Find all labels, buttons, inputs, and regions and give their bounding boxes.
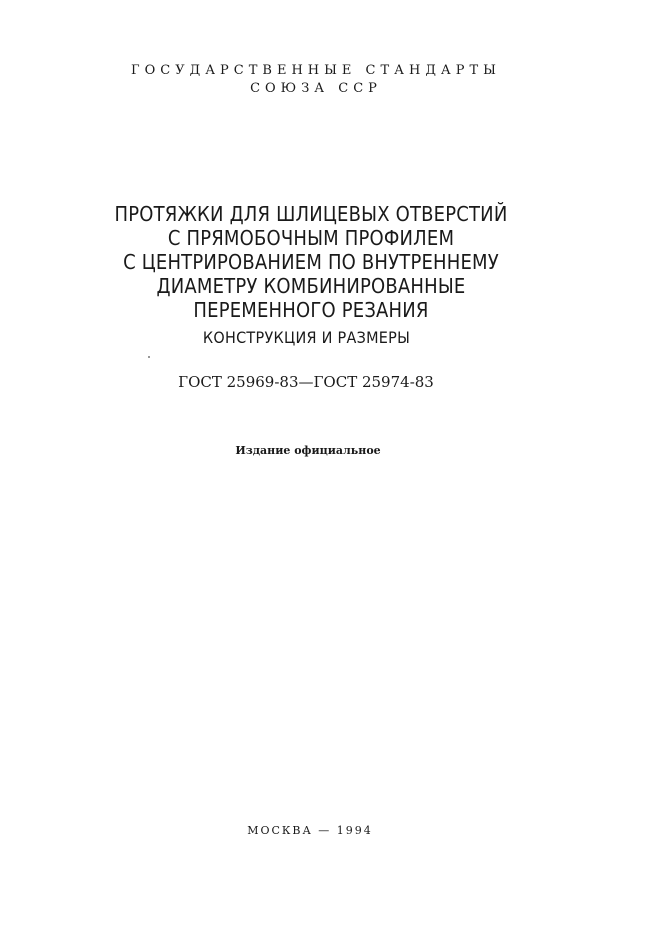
- standard-numbers: ГОСТ 25969-83—ГОСТ 25974-83: [178, 373, 434, 391]
- title-line-5: ПЕРЕМЕННОГО РЕЗАНИЯ: [193, 298, 429, 322]
- header-line-1: ГОСУДАРСТВЕННЫЕ СТАНДАРТЫ: [131, 63, 501, 78]
- publisher-header: [0, 62, 632, 98]
- edition-note: Издание официальное: [235, 444, 381, 457]
- imprint-footer: МОСКВА — 1994: [247, 824, 373, 837]
- title-line-1: ПРОТЯЖКИ ДЛЯ ШЛИЦЕВЫХ ОТВЕРСТИЙ: [114, 202, 508, 226]
- document-title: [31, 202, 591, 322]
- header-line-2: СОЮЗА ССР: [250, 81, 382, 96]
- print-speck: [148, 356, 150, 358]
- document-subtitle: КОНСТРУКЦИЯ И РАЗМЕРЫ: [202, 328, 411, 347]
- title-line-3: С ЦЕНТРИРОВАНИЕМ ПО ВНУТРЕННЕМУ: [123, 250, 499, 274]
- title-line-4: ДИАМЕТРУ КОМБИНИРОВАННЫЕ: [156, 274, 466, 298]
- title-line-2: С ПРЯМОБОЧНЫМ ПРОФИЛЕМ: [167, 226, 455, 250]
